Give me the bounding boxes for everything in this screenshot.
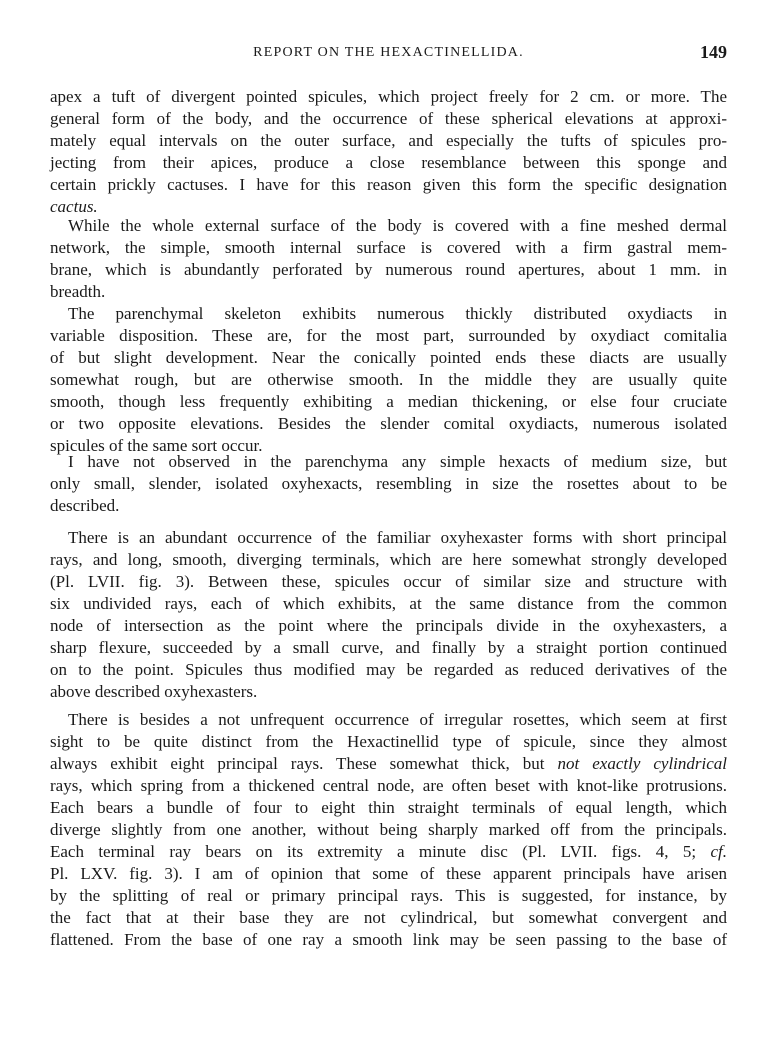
text-line: There is an abundant occurrence of the familiar oxyhexaster forms with short principal xyxy=(68,528,727,547)
text-line: on to the point. Spicules thus modified may be regarded as reduced derivatives of the xyxy=(50,660,727,679)
page-header xyxy=(50,42,727,64)
text-line: spicules of the same sort occur. xyxy=(50,436,263,455)
paragraph xyxy=(50,527,727,703)
text-line: There is besides a not unfrequent occurrence of irregular rosettes, which seem at first xyxy=(68,710,727,729)
text-line: above described oxyhexasters. xyxy=(50,682,258,701)
text-line: (Pl. LVII. fig. 3). Between these, spicules occur of similar size and structure with xyxy=(50,572,727,591)
italic-term: not exactly cylindrical xyxy=(557,754,727,773)
text-line: by the splitting of real or primary principal rays. This is suggested, for instance, by xyxy=(50,886,727,905)
text-line: described. xyxy=(50,496,120,515)
text-line: rays, and long, smooth, diverging terminals, which are here somewhat strongly developed xyxy=(50,550,727,569)
text-line: apex a tuft of divergent pointed spicules, which project freely for 2 cm. or more. The xyxy=(50,87,727,106)
text-line: While the whole external surface of the body is covered with a fine meshed dermal xyxy=(68,216,727,235)
text-line: Pl. LXV. fig. 3). I am of opinion that some of these apparent principals have arisen xyxy=(50,864,727,883)
text-line: always exhibit eight principal rays. These somewhat thick, but not exactly cylindrical xyxy=(50,754,727,773)
text-line: or two opposite elevations. Besides the slender comital oxydiacts, numerous isolated xyxy=(50,414,727,433)
running-title: REPORT ON THE HEXACTINELLIDA. xyxy=(253,45,524,60)
text-line: Each bears a bundle of four to eight thin straight terminals of equal length, which xyxy=(50,798,727,817)
text-line: breadth. xyxy=(50,282,106,301)
text-line: rays, which spring from a thickened central node, are often beset with knot-like protrusions. xyxy=(50,776,727,795)
text-line: The parenchymal skeleton exhibits numerous thickly distributed oxydiacts in xyxy=(68,304,727,323)
text-line: somewhat rough, but are otherwise smooth. In the middle they are usually quite xyxy=(50,370,727,389)
text-line: only small, slender, isolated oxyhexacts, resembling in size the rosettes about to be xyxy=(50,474,727,493)
text-line: six undivided rays, each of which exhibits, at the same distance from the common xyxy=(50,594,727,613)
text-line: smooth, though less frequently exhibiting a median thickening, or else four cruciate xyxy=(50,392,727,411)
text-line: network, the simple, smooth internal surface is covered with a firm gastral mem- xyxy=(50,238,727,257)
text-line: mately equal intervals on the outer surface, and especially the tufts of spicules pro- xyxy=(50,131,727,150)
text-line: I have not observed in the parenchyma any simple hexacts of medium size, but xyxy=(68,452,727,471)
paragraph xyxy=(50,303,727,457)
text-line: the fact that at their base they are not cylindrical, but somewhat convergent and xyxy=(50,908,727,927)
text-line: flattened. From the base of one ray a smooth link may be seen passing to the base of xyxy=(50,930,727,949)
paragraph xyxy=(50,86,727,218)
text-line: node of intersection as the point where the principals divide in the oxyhexasters, a xyxy=(50,616,727,635)
paragraph xyxy=(50,215,727,303)
text-line: jecting from their apices, produce a close resemblance between this sponge and xyxy=(50,153,727,172)
paragraph xyxy=(50,451,727,517)
text-line: brane, which is abundantly perforated by numerous round apertures, about 1 mm. in xyxy=(50,260,727,279)
italic-term: cf. xyxy=(710,842,727,861)
paragraph xyxy=(50,709,727,951)
page-number: 149 xyxy=(700,42,727,62)
text-line: Each terminal ray bears on its extremity a minute disc (Pl. LVII. figs. 4, 5; cf. xyxy=(50,842,727,861)
text-line: variable disposition. These are, for the most part, surrounded by oxydiact comitalia xyxy=(50,326,727,345)
text-line: certain prickly cactuses. I have for this reason given this form the specific designation xyxy=(50,175,727,194)
text-line: general form of the body, and the occurrence of these spherical elevations at approxi- xyxy=(50,109,727,128)
italic-term: cactus. xyxy=(50,197,98,216)
text-line: sharp flexure, succeeded by a small curve, and finally by a straight portion continued xyxy=(50,638,727,657)
text-line: sight to be quite distinct from the Hexactinellid type of spicule, since they almost xyxy=(50,732,727,751)
text-line: of but slight development. Near the conically pointed ends these diacts are usually xyxy=(50,348,727,367)
text-line: diverge slightly from one another, without being sharply marked off from the principals. xyxy=(50,820,727,839)
